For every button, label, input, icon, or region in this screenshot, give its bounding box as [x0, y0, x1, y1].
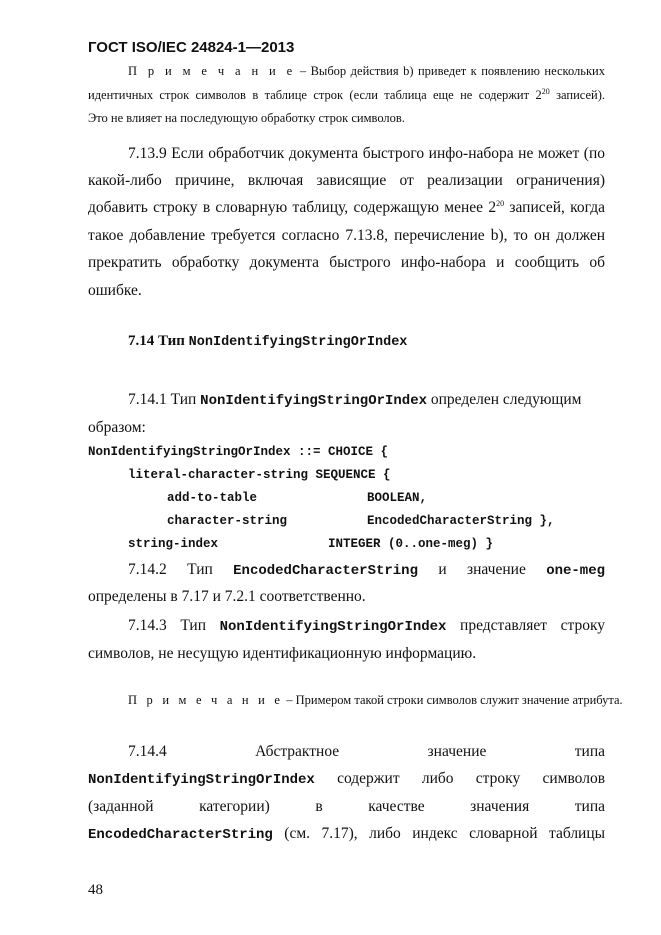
- p7139-line4: такое добавление требуется согласно 7.13.8, перечисление b), то он должен: [88, 227, 605, 244]
- note1-label: П р и м е ч а н и е: [128, 64, 296, 78]
- page-number: 48: [88, 882, 103, 898]
- note2-label: П р и м е ч а н и е: [128, 693, 284, 707]
- code-line1: NonIdentifyingStringOrIndex ::= CHOICE {: [88, 445, 389, 459]
- p7144-line2: NonIdentifyingStringOrIndex содержит либо строку символов: [88, 770, 606, 788]
- p7142-line2: определены в 7.17 и 7.2.1 соответственно.: [88, 588, 366, 605]
- code-line2: literal-character-string SEQUENCE {: [128, 468, 391, 482]
- code-line5-type: INTEGER (0..one-meg) }: [328, 537, 494, 551]
- note1-line1: П р и м е ч а н и е – Выбор действия b) приведет к появлению нескольких: [128, 64, 605, 78]
- code-line5-name: string-index: [128, 537, 219, 551]
- note2: П р и м е ч а н и е – Примером такой строки символов служит значение атрибута.: [128, 693, 623, 707]
- p7143-line1: 7.14.3 Тип NonIdentifyingStringOrIndex представляет строку: [128, 617, 606, 635]
- section-heading: 7.14 Тип NonIdentifyingStringOrIndex: [128, 333, 408, 350]
- note1-line3: Это не влияет на последующую обработку строк символов.: [88, 111, 405, 125]
- p7144-line3: (заданной категории) в качестве значения типа: [88, 798, 606, 815]
- p7143-line2: символов, не несущую идентификационную информацию.: [88, 645, 477, 662]
- code-line3-type: BOOLEAN,: [367, 491, 428, 505]
- p7141-line1: 7.14.1 Тип NonIdentifyingStringOrIndex определен следующим: [128, 391, 582, 409]
- code-line3-name: add-to-table: [167, 491, 258, 505]
- p7144-line1: 7.14.4 Абстрактное значение типа: [128, 743, 606, 760]
- p7144-line4: EncodedCharacterString (см. 7.17), либо индекс словарной таблицы: [88, 825, 606, 843]
- code-line4-type: EncodedCharacterString },: [367, 514, 555, 528]
- p7139-line5: прекратить обработку документа быстрого инфо-набора и сообщить об: [88, 254, 605, 271]
- p7139-line2: какой-либо причине, включая зависящие от реализации ограничения): [88, 172, 605, 189]
- note1-line2: идентичных строк символов в таблице строк (если таблица еще не содержит $2^{20}$ записей).: [88, 86, 605, 102]
- code-line4-name: character-string: [167, 514, 288, 528]
- p7139-line1: 7.13.9 Если обработчик документа быстрого инфо-набора не может (по: [128, 145, 605, 162]
- p7139-line6: ошибке.: [88, 282, 142, 299]
- p7139-line3: добавить строку в словарную таблицу, содержащую менее $2^{20}$ записей, когда: [88, 198, 605, 216]
- p7141-line2: образом:: [88, 419, 146, 436]
- p7142-line1: 7.14.2 Тип EncodedCharacterString и значение one-meg: [128, 561, 605, 579]
- document-header: ГОСТ ISO/IEC 24824-1—2013: [88, 39, 295, 56]
